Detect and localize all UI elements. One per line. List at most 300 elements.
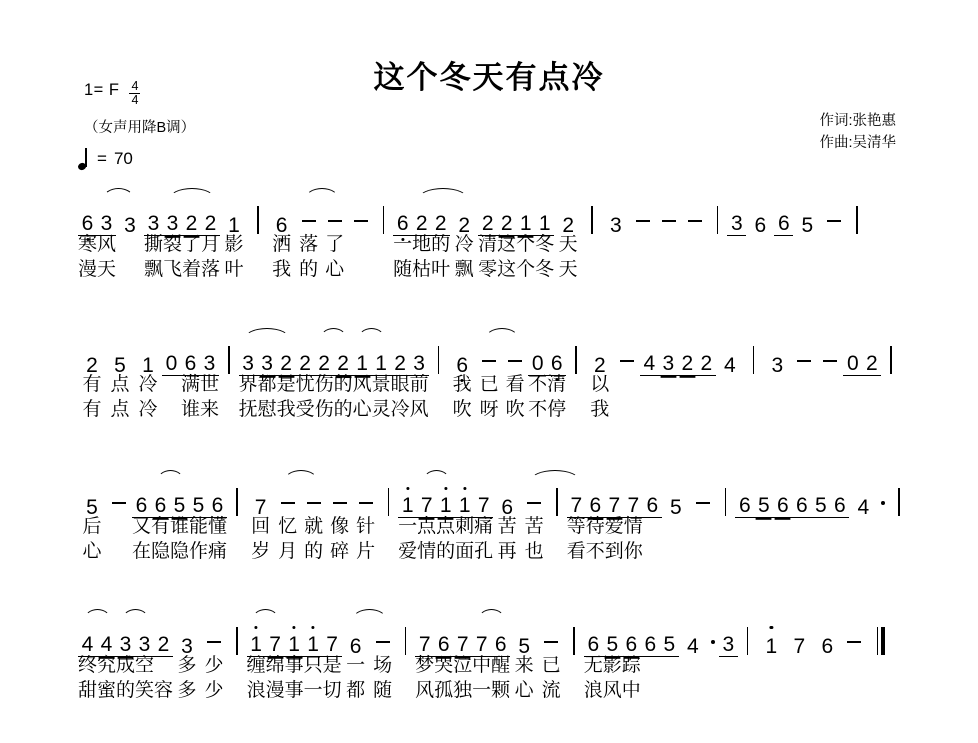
lyric-syllable: 抚 (238, 399, 258, 420)
lyric-syllable: 你 (623, 541, 643, 562)
tempo-bpm: 70 (113, 149, 133, 168)
note: 1 (516, 206, 535, 236)
lyric-syllable: 冬 (535, 259, 555, 280)
lyric-syllable: 忧 (295, 374, 315, 395)
note: 3 (771, 354, 784, 377)
note: 3 (609, 214, 622, 237)
lyric-syllable: 个 (516, 234, 536, 255)
lyric-syllable: 蜜 (96, 680, 117, 701)
note: 7 (453, 627, 472, 657)
slur-arc (122, 609, 149, 620)
note: 2 (862, 346, 881, 376)
lyric-syllable: 有 (82, 374, 102, 395)
note: 3 (144, 206, 163, 236)
lyric-syllable: 中 (621, 680, 641, 701)
note: 6 (821, 635, 834, 658)
note: 0 (162, 346, 181, 376)
note: 1 (285, 627, 304, 657)
octave-up-dot (293, 626, 296, 629)
lyric-syllable: 绵 (265, 655, 285, 676)
lyric-syllable: 我 (276, 399, 296, 420)
lyric-syllable: 着 (181, 259, 202, 280)
slur-arc (485, 328, 519, 339)
lyric-syllable: 看 (566, 541, 586, 562)
note: 3 (727, 206, 746, 236)
lyric-syllable: 已 (479, 374, 499, 395)
lyric-syllable: 寒 (77, 234, 98, 255)
lyric-syllable: 醒 (491, 655, 511, 676)
octave-up-dot (444, 487, 447, 490)
lyric-syllable: 吹 (505, 399, 525, 420)
octave-up-dot (255, 626, 258, 629)
lyric-syllable: 有 (150, 516, 171, 537)
lyric-syllable: 界 (238, 374, 258, 395)
note: 6 (792, 488, 811, 518)
lyric-syllable: 都 (257, 374, 277, 395)
note: 6 (586, 488, 605, 518)
lyric-syllable: 眼 (390, 374, 410, 395)
lyric-syllable: 一 (472, 680, 492, 701)
note: 6 (270, 206, 294, 236)
note: 7 (474, 488, 493, 518)
lyric-syllable: 的 (333, 399, 353, 420)
lyric-syllable: 隐 (169, 541, 190, 562)
note: 3 (659, 346, 678, 376)
slur-arc (352, 609, 387, 620)
lyric-syllable: 待 (585, 516, 605, 537)
note: 6 (181, 346, 200, 376)
lyric-syllable: 飘 (454, 259, 474, 280)
lyric-syllable: 冬 (535, 234, 555, 255)
lyric-syllable: 了 (325, 234, 345, 255)
lyric-syllable: 懂 (207, 516, 228, 537)
lyric-syllable: 谁 (169, 516, 190, 537)
alternate-key-note: （女声用降B调） (84, 120, 196, 136)
lyric-syllable: 清 (547, 374, 567, 395)
slur-arc (84, 609, 111, 620)
lyric-syllable: 多 (177, 655, 197, 676)
lyric-syllable: 飘 (143, 259, 164, 280)
note: 1 (436, 488, 455, 518)
note: 6 (393, 206, 412, 236)
note: 2 (334, 346, 353, 376)
note: 0 (843, 346, 862, 376)
lyric-syllable: 枯 (412, 259, 432, 280)
lyric-syllable: 面 (455, 541, 475, 562)
lyric-syllable: 景 (371, 374, 391, 395)
lyric-syllable: 心 (514, 680, 534, 701)
note: 1 (398, 488, 417, 518)
lyric-syllable: 漫 (77, 259, 98, 280)
lyric-syllable: 伤 (314, 374, 334, 395)
note: 4 (857, 496, 870, 519)
lyric-syllable: 孔 (474, 541, 494, 562)
lyric-syllable: 来 (514, 655, 534, 676)
lyric-syllable: 场 (373, 655, 393, 676)
note: 7 (605, 488, 624, 518)
lyric-syllable: 以 (590, 374, 610, 395)
note: 1 (142, 354, 154, 377)
lyric-syllable: 飞 (162, 259, 183, 280)
note: 2 (277, 346, 296, 376)
note: 5 (114, 354, 126, 377)
note: 2 (593, 354, 606, 377)
lyric-syllable: 有 (82, 399, 102, 420)
note: 1 (455, 488, 474, 518)
lyric-syllable: 中 (472, 655, 492, 676)
lyric-syllable: 吹 (452, 399, 472, 420)
lyric-syllable: 零 (478, 259, 498, 280)
lyric-syllable: 慰 (257, 399, 277, 420)
note: 1 (372, 346, 391, 376)
note: 2 (458, 214, 471, 237)
lyric-syllable: 我 (452, 374, 472, 395)
lyric-syllable: 落 (200, 259, 221, 280)
lyric-syllable: 落 (299, 234, 319, 255)
lyric-syllable: 浪 (583, 680, 603, 701)
lyric-syllable: 清 (478, 234, 498, 255)
lyric-syllable: 成 (115, 655, 136, 676)
lyric-syllable: 一 (303, 680, 323, 701)
key-signature-block (84, 79, 140, 108)
lyric-syllable: 停 (547, 399, 567, 420)
lyric-syllable: 地 (412, 234, 432, 255)
note: 6 (450, 346, 474, 376)
note: 3 (116, 627, 135, 657)
lyrics-verse-2 (0, 254, 978, 278)
note: 2 (201, 206, 220, 236)
note: 6 (735, 488, 754, 518)
lyric-syllable: 满 (180, 374, 201, 395)
lyric-syllable: 来 (199, 399, 220, 420)
lyric-syllable: 风 (96, 234, 117, 255)
lyric-syllable: 像 (330, 516, 350, 537)
lyric-syllable: 裂 (162, 234, 183, 255)
note: 7 (254, 496, 267, 519)
note: 2 (154, 627, 173, 657)
note: 1 (228, 214, 240, 237)
lyric-syllable: 笑 (134, 680, 155, 701)
lyric-syllable: 呀 (479, 399, 499, 420)
lyric-syllable: 痛 (207, 541, 228, 562)
lyric-syllable: 又 (131, 516, 152, 537)
lyric-syllable: 终 (77, 655, 98, 676)
slur-arc (103, 188, 135, 199)
lyric-syllable: 随 (393, 259, 413, 280)
note: 6 (774, 206, 793, 236)
note: 6 (584, 627, 603, 657)
note: 5 (669, 496, 682, 519)
note: 2 (497, 206, 516, 236)
note: 1 (759, 627, 783, 657)
note: 5 (603, 627, 622, 657)
lyric-syllable: 的 (333, 374, 353, 395)
lyric-syllable: 心 (325, 259, 345, 280)
note: 5 (518, 635, 531, 658)
note: 3 (410, 346, 429, 376)
note: 6 (434, 627, 453, 657)
lyric-syllable: 前 (409, 374, 429, 395)
lyric-syllable: 究 (96, 655, 117, 676)
note: 6 (78, 206, 97, 236)
slur-arc (157, 470, 184, 481)
lyric-syllable: 叶 (224, 259, 244, 280)
lyric-syllable: 一 (346, 655, 366, 676)
lyrics-verse-2 (0, 675, 978, 699)
lyric-syllable: 孤 (434, 680, 454, 701)
note: 3 (181, 635, 193, 658)
lyric-syllable: 等 (566, 516, 586, 537)
note: 2 (86, 354, 98, 377)
note: 6 (622, 627, 641, 657)
note: 3 (200, 346, 219, 376)
lyric-syllable: 风 (352, 374, 372, 395)
lyric-syllable: 这 (497, 234, 517, 255)
lyric-syllable: 风 (415, 680, 435, 701)
note: 3 (239, 346, 258, 376)
note: 1 (535, 206, 554, 236)
lyric-syllable: 多 (177, 680, 197, 701)
lyric-syllable: 忆 (278, 516, 298, 537)
lyrics-verse-2 (0, 536, 978, 560)
lyric-syllable: 冷 (138, 399, 158, 420)
lyric-syllable: 哭 (434, 655, 454, 676)
lyric-syllable: 灵 (371, 399, 391, 420)
lyric-syllable: 受 (295, 399, 315, 420)
lyric-syllable: 在 (131, 541, 152, 562)
note: 3 (135, 627, 154, 657)
slur-arc (284, 470, 318, 481)
lyric-syllable: 情 (623, 516, 643, 537)
note: 6 (208, 488, 227, 518)
lyric-syllable: 碎 (330, 541, 350, 562)
note: 2 (315, 346, 334, 376)
lyric-syllable: 回 (251, 516, 271, 537)
lyric-syllable: 浪 (246, 680, 266, 701)
lyric-syllable: 岁 (251, 541, 271, 562)
lyric-syllable: 点 (436, 516, 456, 537)
note: 4 (97, 627, 116, 657)
lyric-syllable: 切 (322, 680, 342, 701)
lyric-syllable: 事 (284, 680, 304, 701)
lyric-syllable: 点 (110, 374, 130, 395)
note: 2 (678, 346, 697, 376)
lyric-syllable: 流 (541, 680, 561, 701)
note: 3 (719, 627, 738, 657)
note: 6 (643, 488, 662, 518)
lyric-syllable: 月 (200, 234, 221, 255)
slur-arc (423, 470, 450, 481)
lyric-syllable: 的 (304, 541, 324, 562)
lyric-syllable: 的 (431, 234, 451, 255)
lyric-syllable: 了 (181, 234, 202, 255)
lyric-syllable: 天 (96, 259, 117, 280)
note: 6 (491, 627, 510, 657)
slur-arc (244, 328, 290, 339)
lyric-syllable: 只 (303, 655, 323, 676)
note: 1 (247, 627, 266, 657)
note: 5 (754, 488, 773, 518)
slur-arc (305, 188, 339, 199)
note: 7 (567, 488, 586, 518)
lyric-syllable: 苦 (524, 516, 544, 537)
slur-arc (169, 188, 215, 199)
quarter-note-icon (78, 148, 90, 170)
lyric-syllable: 冷 (390, 399, 410, 420)
lyric-syllable: 都 (346, 680, 366, 701)
lyric-syllable: 影 (602, 655, 622, 676)
lyric-syllable: 我 (590, 399, 610, 420)
tempo-equals: = (97, 149, 107, 168)
note: 7 (624, 488, 643, 518)
note: 7 (266, 627, 285, 657)
note: 4 (640, 346, 659, 376)
note: 6 (151, 488, 170, 518)
lyric-syllable: 空 (134, 655, 155, 676)
credits-block (819, 110, 896, 155)
time-signature (129, 80, 140, 107)
lyric-syllable: 独 (453, 680, 473, 701)
note: 2 (697, 346, 716, 376)
slur-arc (478, 609, 505, 620)
lyric-syllable: 踪 (621, 655, 641, 676)
octave-up-dot (463, 487, 466, 490)
note: 2 (391, 346, 410, 376)
lyric-syllable: 就 (304, 516, 324, 537)
note: 6 (754, 214, 767, 237)
note: 7 (323, 627, 342, 657)
key-label: 1= F (84, 81, 120, 99)
note: 3 (258, 346, 277, 376)
octave-up-dot (406, 487, 409, 490)
lyric-syllable: 到 (604, 541, 624, 562)
slur-arc (530, 470, 580, 481)
time-signature-numerator: 4 (131, 79, 139, 93)
note: 5 (811, 488, 830, 518)
note: 4 (78, 627, 97, 657)
note: 3 (124, 214, 136, 237)
note: 5 (189, 488, 208, 518)
lyric-syllable: 已 (541, 655, 561, 676)
lyric-syllable: 梦 (415, 655, 435, 676)
lyric-syllable: 颗 (491, 680, 511, 701)
slur-arc (358, 328, 385, 339)
lyric-syllable: 无 (583, 655, 603, 676)
lyric-syllable: 心 (82, 541, 102, 562)
note: 2 (296, 346, 315, 376)
note: 1 (353, 346, 372, 376)
tempo-marking (78, 148, 133, 170)
lyric-syllable: 甜 (77, 680, 98, 701)
note: 6 (132, 488, 151, 518)
lyric-syllable: 谁 (180, 399, 201, 420)
lyric-syllable: 随 (373, 680, 393, 701)
lyric-syllable: 爱 (604, 516, 624, 537)
lyric-syllable: 撕 (143, 234, 164, 255)
lyric-syllable: 痛 (474, 516, 494, 537)
lyric-syllable: 不 (528, 374, 548, 395)
lyric-syllable: 少 (204, 680, 224, 701)
note: 2 (562, 214, 575, 237)
lyric-syllable: 月 (278, 541, 298, 562)
note: 6 (547, 346, 566, 376)
time-signature-denominator: 4 (131, 93, 139, 108)
note: 2 (478, 206, 497, 236)
note: 7 (472, 627, 491, 657)
lyric-syllable: 的 (436, 541, 456, 562)
note: 5 (86, 496, 98, 519)
note: 0 (528, 346, 547, 376)
note: 7 (793, 635, 806, 658)
lyric-syllable: 个 (516, 259, 536, 280)
lyric-syllable: 事 (284, 655, 304, 676)
note: 5 (660, 627, 679, 657)
note: 6 (773, 488, 792, 518)
lyric-syllable: 一 (398, 516, 418, 537)
lyric-syllable: 容 (153, 680, 174, 701)
note: 6 (349, 635, 362, 658)
note: 2 (412, 206, 431, 236)
lyric-syllable: 心 (352, 399, 372, 420)
lyric-syllable: 冷 (454, 234, 474, 255)
lyric-syllable: 点 (110, 399, 130, 420)
note: 7 (415, 627, 434, 657)
note: 2 (182, 206, 201, 236)
note: 7 (417, 488, 436, 518)
lyric-syllable: 点 (417, 516, 437, 537)
note: 6 (830, 488, 849, 518)
lyric-syllable: 不 (585, 541, 605, 562)
lyric-syllable: 是 (276, 374, 296, 395)
lyric-syllable: 洒 (272, 234, 292, 255)
lyric-syllable: 叶 (431, 259, 451, 280)
lyric-syllable: 片 (356, 541, 376, 562)
lyric-syllable: 爱 (398, 541, 418, 562)
lyric-syllable: 后 (82, 516, 102, 537)
lyric-syllable: 的 (115, 680, 136, 701)
lyric-syllable: 也 (524, 541, 544, 562)
note: 1 (304, 627, 323, 657)
lyric-syllable: 天 (558, 259, 578, 280)
note: 6 (501, 496, 514, 519)
lyrics-verse-2 (0, 394, 978, 418)
note: 2 (431, 206, 450, 236)
slur-arc (252, 609, 279, 620)
slur-arc (418, 188, 469, 199)
lyric-syllable: 我 (272, 259, 292, 280)
lyric-syllable: 影 (224, 234, 244, 255)
lyric-syllable: 的 (299, 259, 319, 280)
lyric-syllable: 天 (558, 234, 578, 255)
lyric-syllable: 泣 (453, 655, 473, 676)
lyric-syllable: 伤 (314, 399, 334, 420)
lyric-syllable: 能 (188, 516, 209, 537)
lyric-syllable: 再 (497, 541, 517, 562)
lyric-syllable: 少 (204, 655, 224, 676)
note: 4 (723, 354, 736, 377)
lyric-syllable: 情 (417, 541, 437, 562)
note: 3 (97, 206, 116, 236)
lyric-syllable: 冷 (138, 374, 158, 395)
lyricist-credit: 作词:张艳惠 (819, 113, 896, 129)
lyric-syllable: 这 (497, 259, 517, 280)
note: 6 (641, 627, 660, 657)
lyric-syllable: 是 (322, 655, 342, 676)
lyric-syllable: 风 (602, 680, 622, 701)
lyric-syllable: 隐 (150, 541, 171, 562)
lyric-syllable: 看 (505, 374, 525, 395)
slur-arc (320, 328, 347, 339)
